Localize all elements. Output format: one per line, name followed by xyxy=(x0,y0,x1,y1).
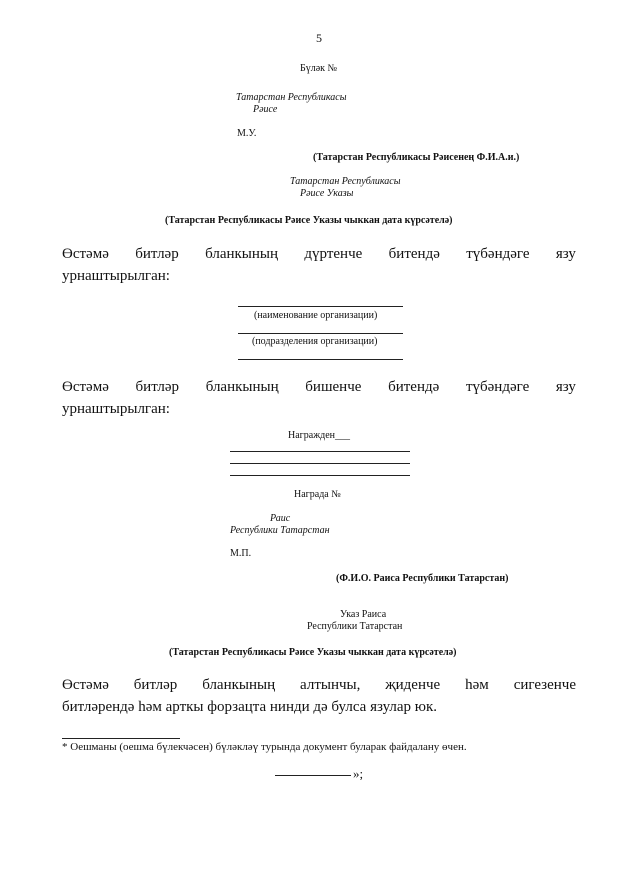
blank-line xyxy=(238,359,403,360)
seal-place: М.У. xyxy=(237,128,257,139)
president-title-line2: Республики Татарстан xyxy=(230,525,330,536)
paragraph-line: битләрендә һәм арткы форзацта нинди дә булса язулар юк. xyxy=(62,699,438,715)
org-name-blank-line xyxy=(238,306,403,307)
org-name-caption: (наименование организации) xyxy=(254,310,378,321)
word: бланкының xyxy=(205,379,279,395)
award-number: Награда № xyxy=(294,489,341,500)
word: битләр xyxy=(135,379,180,395)
word: бланкының xyxy=(202,677,276,693)
decree-title-line2: Рәисе Указы xyxy=(300,188,354,199)
word: битләр xyxy=(133,677,178,693)
word: битендә xyxy=(388,246,440,262)
word: бишенче xyxy=(305,379,362,395)
paragraph-line: урнаштырылган: xyxy=(62,268,170,284)
page-number: 5 xyxy=(316,31,322,45)
decree-date-caption: (Татарстан Республикасы Рәисе Указы чыккан дата күрсәтелә) xyxy=(169,647,457,658)
word: түбәндәге xyxy=(466,246,530,262)
org-unit-blank-line xyxy=(238,333,403,334)
signature-caption: (Татарстан Республикасы Рәисенең Ф.И.А.и.) xyxy=(313,152,520,163)
awarded-label: Награжден___ xyxy=(288,430,350,441)
award-blank-line xyxy=(230,475,410,476)
paragraph-line-justified xyxy=(62,674,576,696)
paragraph-sixth-page xyxy=(62,674,576,718)
word: җиденче xyxy=(385,677,441,693)
word: сигезенче xyxy=(513,677,576,693)
word: бланкының xyxy=(205,246,279,262)
decree-title-line1: Указ Раиса xyxy=(340,609,387,620)
paragraph-line: урнаштырылган: xyxy=(62,401,170,417)
paragraph-fourth-page xyxy=(62,243,576,287)
paragraph-line-justified xyxy=(62,243,576,265)
seal-place: М.П. xyxy=(230,548,252,559)
word: Өстәмә xyxy=(62,379,109,395)
decree-title-line2: Республики Татарстан xyxy=(307,621,403,632)
word: Өстәмә xyxy=(62,677,109,693)
word: язу xyxy=(555,246,576,262)
president-title-line2: Рәисе xyxy=(253,104,278,115)
word: битендә xyxy=(388,379,440,395)
word: битләр xyxy=(135,246,179,262)
word: алтынчы, xyxy=(300,677,361,693)
closing-quote: »; xyxy=(353,766,364,781)
president-title-line1: Раис xyxy=(270,513,291,524)
paragraph-line-justified xyxy=(62,376,576,398)
footnote: * Оешманы (оешма бүлекчәсен) бүләкләү турында документ буларак файдалану өчен. xyxy=(62,741,467,753)
org-unit-caption: (подразделения организации) xyxy=(252,336,378,347)
award-blank-line xyxy=(230,463,410,464)
word: дүртенче xyxy=(304,246,363,262)
signature-caption: (Ф.И.О. Раиса Республики Татарстан) xyxy=(336,573,509,584)
appendix-header: Бүләк № xyxy=(300,63,338,74)
footnote-separator xyxy=(62,738,180,739)
word: һәм xyxy=(465,677,489,693)
closing-blank-line xyxy=(275,775,351,776)
award-blank-line xyxy=(230,451,410,452)
decree-title-line1: Татарстан Республикасы xyxy=(290,176,401,187)
decree-date-caption: (Татарстан Республикасы Рәисе Указы чыккан дата күрсәтелә) xyxy=(165,215,453,226)
word: түбәндәге xyxy=(465,379,530,395)
word: Өстәмә xyxy=(62,246,109,262)
president-title-line1: Татарстан Республикасы xyxy=(236,92,347,103)
word: язу xyxy=(555,379,576,395)
paragraph-fifth-page xyxy=(62,376,576,420)
